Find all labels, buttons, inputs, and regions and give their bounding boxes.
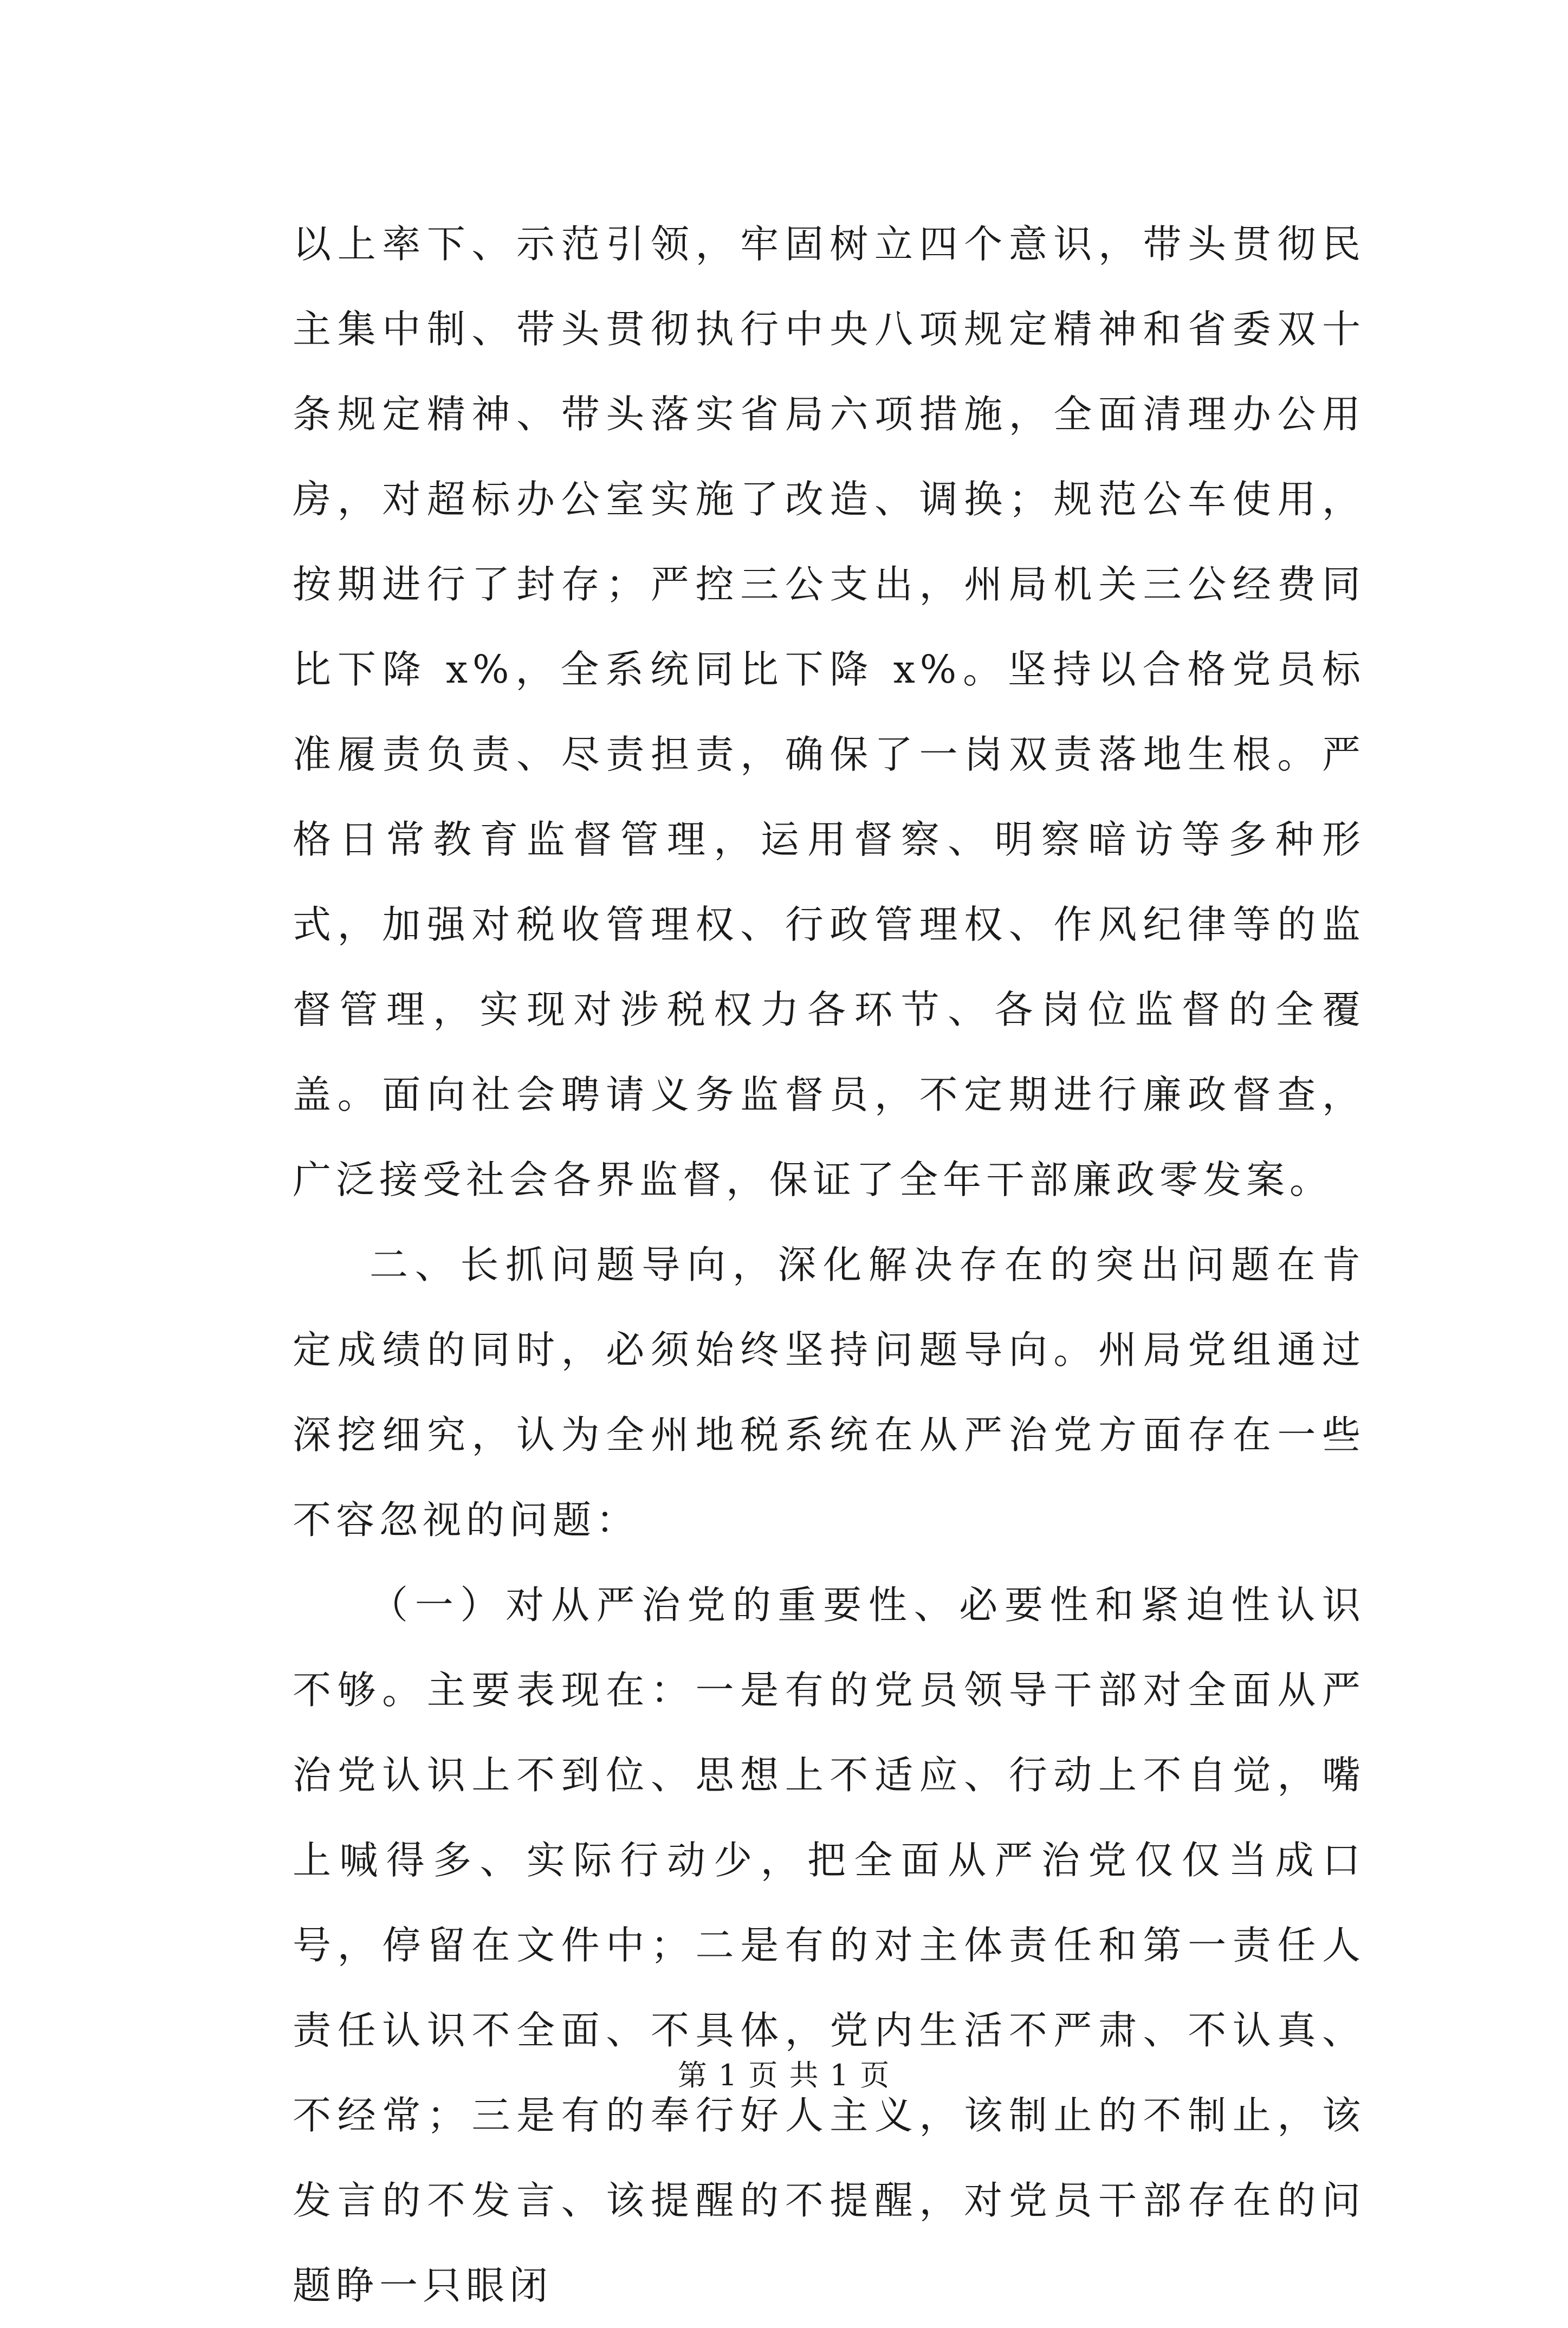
page-footer: 第 1 页 共 1 页 [677, 2058, 891, 2092]
paragraph-continuation: 以上率下、示范引领，牢固树立四个意识，带头贯彻民主集中制、带头贯彻执行中央八项规定精神和省委双十条规定精神、带头落实省局六项措施，全面清理办公用房，对超标办公室实施了改造、调换；规范公车使用，按期进行了封存；严控三公支出，州局机关三公经费同比下降 x%，全系统同比下降 x%。坚持以合格党员标准履责负责、尽责担责，确保了一岗双责落地生根。严格日常教育监督管理，运用督察、明察暗访等多种形式，加强对税收管理权、行政管理权、作风纪律等的监督管理，实现对涉税权力各环节、各岗位监督的全覆盖。面向社会聘请义务监督员，不定期进行廉政督查，广泛接受社会各界监督，保证了全年干部廉政零发案。 [293, 222, 1365, 1202]
paragraph-section-two: 二、长抓问题导向，深化解决存在的突出问题在肯定成绩的同时，必须始终坚持问题导向。州局党组通过深挖细究，认为全州地税系统在从严治党方面存在一些不容忽视的问题： [293, 1242, 1365, 1542]
document-body [293, 202, 1365, 2328]
paragraph-subsection-one: （一）对从严治党的重要性、必要性和紧迫性认识不够。主要表现在：一是有的党员领导干部对全面从严治党认识上不到位、思想上不适应、行动上不自觉，嘴上喊得多、实际行动少，把全面从严治党仅仅当成口号，停留在文件中；二是有的对主体责任和第一责任人责任认识不全面、不具体，党内生活不严肃、不认真、不经常；三是有的奉行好人主义，该制止的不制止，该发言的不发言、该提醒的不提醒，对党员干部存在的问题睁一只眼闭 [293, 1583, 1365, 2308]
